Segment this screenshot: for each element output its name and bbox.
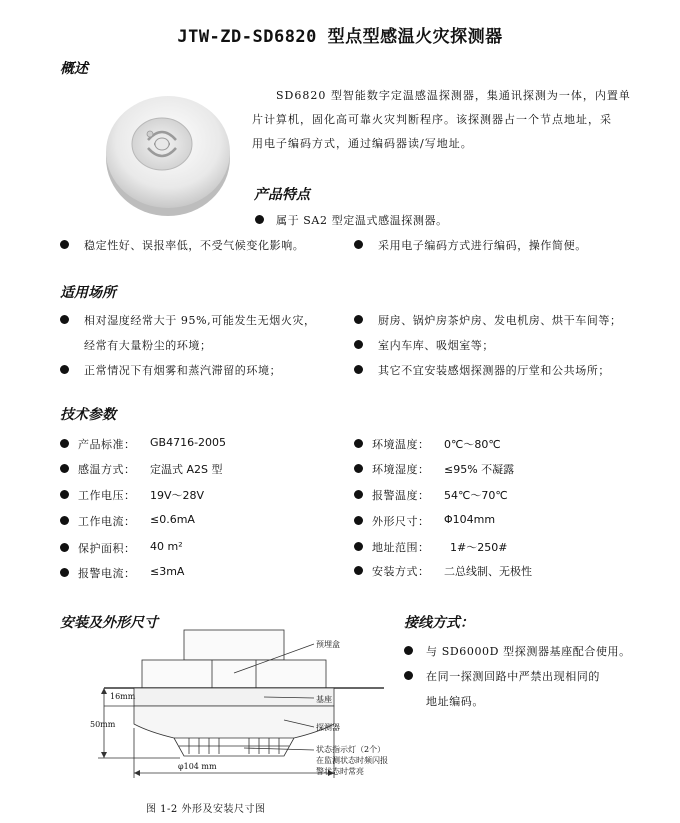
spec-value: 1#～250# [450, 541, 508, 554]
spec-label: 工作电压： [78, 489, 136, 502]
wiring-item: 地址编码。 [426, 695, 484, 708]
feature-item: 属于 SA2 型定温式感温探测器。 [276, 214, 448, 227]
indicator-line-2: 在监测状态时频闪报 [316, 756, 388, 765]
bullet-icon [354, 439, 363, 448]
dim-50mm: 50mm [90, 720, 116, 729]
bullet-icon [60, 315, 69, 324]
label-embedded-box: 预埋盒 [316, 640, 340, 649]
bullet-icon [354, 542, 363, 551]
install-heading: 安装及外形尺寸 [60, 615, 158, 631]
spec-value: 定温式 A2S 型 [150, 463, 223, 476]
application-item: 厨房、锅炉房茶炉房、发电机房、烘干车间等； [378, 314, 622, 327]
applications-heading: 适用场所 [60, 285, 116, 301]
wiring-item: 在同一探测回路中严禁出现相同的 [426, 670, 600, 683]
spec-label: 保护面积： [78, 542, 136, 555]
application-item: 正常情况下有烟雾和蒸汽滞留的环境； [84, 364, 282, 377]
wiring-item: 与 SD6000D 型探测器基座配合使用。 [426, 645, 631, 658]
spec-label: 工作电流： [78, 515, 136, 528]
bullet-icon [60, 543, 69, 552]
spec-value: 40 m² [150, 540, 183, 553]
spec-label: 报警温度： [372, 489, 430, 502]
page-title: JTW-ZD-SD6820 型点型感温火灾探测器 [177, 27, 503, 47]
spec-label: 安装方式： [372, 565, 430, 578]
bullet-icon [354, 365, 363, 374]
application-item: 室内车库、吸烟室等； [378, 339, 494, 352]
overview-line-1: SD6820 型智能数字定温感温探测器，集通讯探测为一体，内置单 [276, 89, 631, 102]
spec-label: 产品标准： [78, 438, 136, 451]
spec-value: 54℃～70℃ [444, 489, 508, 502]
spec-label: 环境温度： [372, 438, 430, 451]
bullet-icon [60, 464, 69, 473]
bullet-icon [60, 240, 69, 249]
bullet-icon [60, 365, 69, 374]
application-item: 相对湿度经常大于 95%,可能发生无烟火灾， [84, 314, 316, 327]
feature-item: 稳定性好、误报率低，不受气候变化影响。 [84, 239, 305, 252]
application-item: 经常有大量粉尘的环境； [84, 339, 212, 352]
spec-label: 外形尺寸： [372, 515, 430, 528]
bullet-icon [354, 240, 363, 249]
dim-16mm: 16mm [110, 692, 136, 701]
features-heading: 产品特点 [254, 187, 310, 203]
bullet-icon [354, 490, 363, 499]
wiring-heading: 接线方式： [404, 615, 474, 631]
overview-line-3: 用电子编码方式，通过编码器读/写地址。 [252, 137, 473, 150]
spec-value: ≤3mA [150, 565, 185, 578]
specs-heading: 技术参数 [60, 407, 116, 423]
feature-item: 采用电子编码方式进行编码，操作简便。 [378, 239, 587, 252]
bullet-icon [354, 464, 363, 473]
indicator-line-1: 状态指示灯（2个） [316, 745, 386, 754]
bullet-icon [404, 646, 413, 655]
spec-label: 报警电流： [78, 567, 136, 580]
spec-value: Φ104mm [444, 513, 496, 526]
bullet-icon [60, 568, 69, 577]
spec-value: 二总线制、无极性 [444, 565, 532, 578]
figure-caption: 图 1-2 外形及安装尺寸图 [146, 804, 266, 815]
spec-value: 0℃～80℃ [444, 438, 501, 451]
application-item: 其它不宜安装感烟探测器的厅堂和公共场所； [378, 364, 610, 377]
dim-104mm: φ104 mm [178, 762, 217, 771]
spec-label: 感温方式： [78, 463, 136, 476]
spec-value: 19V～28V [150, 489, 205, 502]
bullet-icon [60, 490, 69, 499]
spec-value: ≤95% 不凝露 [444, 463, 515, 476]
bullet-icon [60, 516, 69, 525]
bullet-icon [354, 315, 363, 324]
spec-value: ≤0.6mA [150, 513, 195, 526]
bullet-icon [255, 215, 264, 224]
label-base: 基座 [316, 695, 332, 704]
overview-heading: 概述 [60, 61, 88, 77]
spec-label: 环境湿度： [372, 463, 430, 476]
spec-value: GB4716-2005 [150, 436, 227, 449]
bullet-icon [354, 516, 363, 525]
indicator-line-3: 警状态时常亮 [316, 767, 364, 776]
bullet-icon [404, 671, 413, 680]
label-detector: 探测器 [316, 723, 340, 732]
detector-photo [88, 80, 248, 220]
bullet-icon [354, 566, 363, 575]
overview-line-2: 片计算机，固化高可靠火灾判断程序。该探测器占一个节点地址，采 [252, 113, 612, 126]
bullet-icon [60, 439, 69, 448]
bullet-icon [354, 340, 363, 349]
spec-label: 地址范围： [372, 541, 430, 554]
